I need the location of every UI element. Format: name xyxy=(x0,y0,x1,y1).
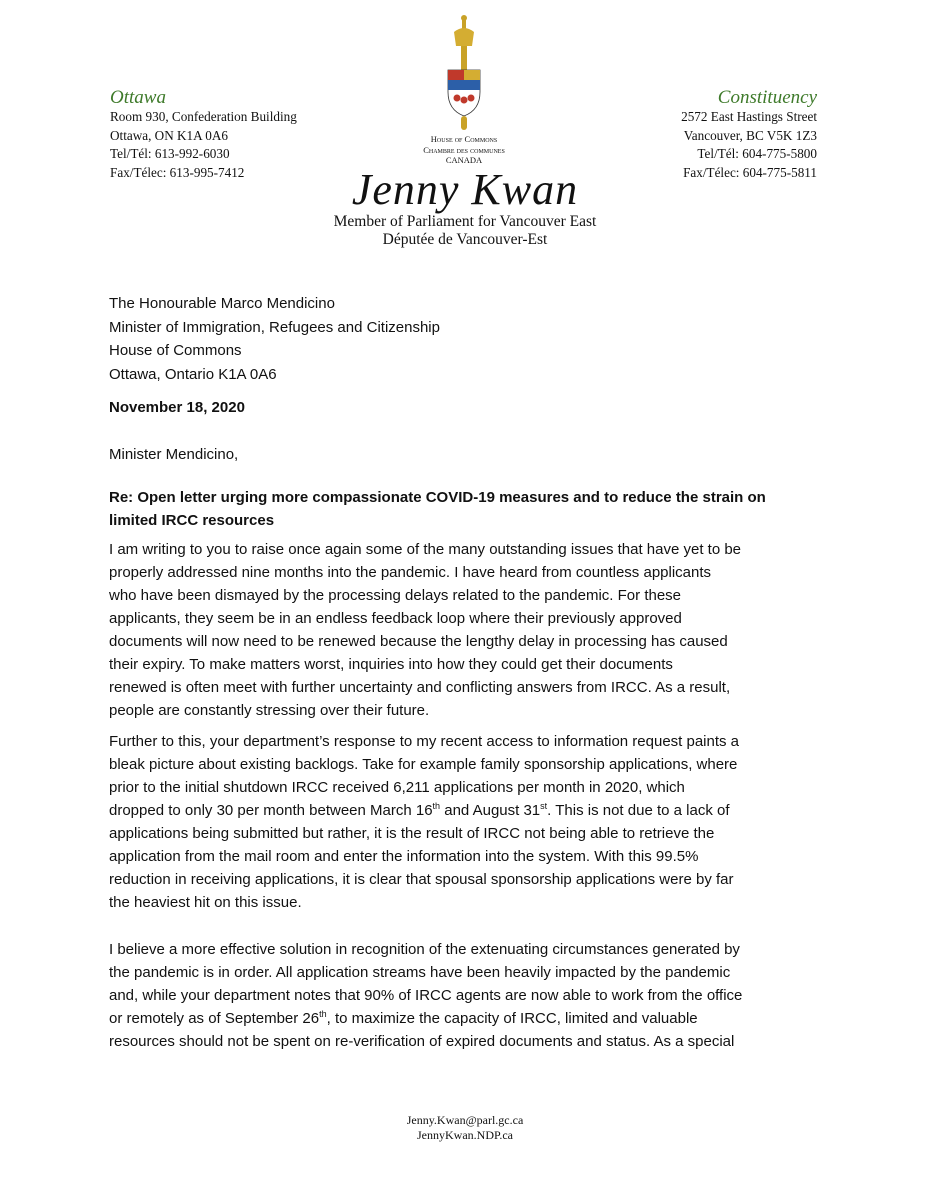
house-of-commons-crest-logo xyxy=(437,12,491,137)
house-of-commons-label xyxy=(380,134,548,166)
fax-line: Fax/Télec: 613-995-7412 xyxy=(110,164,245,180)
salutation: Minister Mendicino, xyxy=(109,446,239,463)
text-segment: who have been dismayed by the processing delays related to the pandemic. For these xyxy=(109,587,682,604)
text-segment: and, while your department notes that 90% of IRCC agents are now able to work from the office xyxy=(109,987,743,1004)
paragraph-line xyxy=(109,845,739,868)
paragraph-3 xyxy=(109,938,742,1053)
paragraph-line xyxy=(109,799,739,822)
paragraph-line xyxy=(109,891,739,914)
text-segment: prior to the initial shutdown IRCC received 6,211 applications per month in 2020, which xyxy=(109,779,685,796)
paragraph-line xyxy=(109,653,741,676)
ordinal-superscript: th xyxy=(432,801,441,811)
constituency-heading: Constituency xyxy=(717,87,817,108)
subject-line-2: limited IRCC resources xyxy=(109,512,275,529)
paragraph-line xyxy=(109,753,739,776)
footer-contact xyxy=(370,1113,560,1143)
paragraph-line xyxy=(109,776,739,799)
ordinal-superscript: st xyxy=(540,801,548,811)
paragraph-line xyxy=(109,868,739,891)
text-segment: Further to this, your department’s response to my recent access to information request paints a xyxy=(109,733,740,750)
text-segment: their expiry. To make matters worst, inquiries into how they could get their documents xyxy=(109,656,673,673)
fax-line: Fax/Télec: 604-775-5811 xyxy=(683,164,817,180)
text-segment: dropped to only 30 per month between March 16 xyxy=(109,802,433,819)
text-segment: applications being submitted but rather, it is the result of IRCC not being able to retrieve the xyxy=(109,825,715,842)
text-segment: I am writing to you to raise once again some of the many outstanding issues that have yet to be xyxy=(109,541,742,558)
text-segment: resources should not be spent on re-verification of expired documents and status. As a special xyxy=(109,1033,735,1050)
paragraph-1 xyxy=(109,538,741,722)
address-line: Room 930, Confederation Building xyxy=(110,109,297,124)
text-segment: or remotely as of September 26 xyxy=(109,1010,320,1027)
paragraph-line xyxy=(109,630,741,653)
recipient-line: Ottawa, Ontario K1A 0A6 xyxy=(109,365,277,383)
phone-line: Tel/Tél: 613-992-6030 xyxy=(110,146,230,161)
subject-line-1: Re: Open letter urging more compassionate COVID-19 measures and to reduce the strain on xyxy=(109,489,766,506)
subject-line xyxy=(109,486,766,532)
address-line: 2572 East Hastings Street xyxy=(681,109,817,124)
paragraph-line xyxy=(109,561,741,584)
constituency-office-address xyxy=(681,88,817,182)
paragraph-line xyxy=(109,938,742,961)
address-line: Ottawa, ON K1A 0A6 xyxy=(110,127,228,143)
paragraph-line xyxy=(109,984,742,1007)
text-segment: people are constantly stressing over their future. xyxy=(109,702,430,719)
house-label-fr: Chambre des communes xyxy=(423,144,505,155)
text-segment: reduction in receiving applications, it is clear that spousal sponsorship applications were by far xyxy=(109,871,734,888)
text-segment: documents will now need to be renewed because the lengthy delay in processing has caused xyxy=(109,633,728,650)
paragraph-line xyxy=(109,961,742,984)
paragraph-line xyxy=(109,822,739,845)
mp-name-signature: Jenny Kwan xyxy=(351,165,579,214)
text-segment: , to maximize the capacity of IRCC, limited and valuable xyxy=(326,1010,698,1027)
recipient-line: The Honourable Marco Mendicino xyxy=(109,295,335,312)
recipient-line: House of Commons xyxy=(109,342,242,359)
recipient-line: Minister of Immigration, Refugees and Citizenship xyxy=(109,318,440,336)
footer-website: JennyKwan.NDP.ca xyxy=(417,1128,513,1142)
mp-title-fr: Députée de Vancouver-Est xyxy=(382,231,548,248)
mp-title xyxy=(300,213,630,249)
ordinal-superscript: th xyxy=(319,1009,327,1019)
text-segment: the pandemic is in order. All application streams have been heavily impacted by the pandemic xyxy=(109,964,731,981)
text-segment: . This is not due to a lack of xyxy=(547,802,730,819)
paragraph-line xyxy=(109,699,741,722)
house-label-en: House of Commons xyxy=(430,134,498,144)
text-segment: properly addressed nine months into the pandemic. I have heard from countless applicants xyxy=(109,564,712,581)
text-segment: application from the mail room and enter the information into the system. With this 99.5% xyxy=(109,848,699,865)
text-segment: and August 31 xyxy=(440,802,541,819)
paragraph-2 xyxy=(109,730,739,914)
footer-email: Jenny.Kwan@parl.gc.ca xyxy=(406,1113,524,1127)
paragraph-line xyxy=(109,584,741,607)
paragraph-line xyxy=(109,676,741,699)
ottawa-office-address xyxy=(110,88,297,182)
paragraph-line xyxy=(109,538,741,561)
paragraph-line xyxy=(109,730,739,753)
recipient-block xyxy=(109,292,440,386)
paragraph-line xyxy=(109,1030,742,1053)
paragraph-line xyxy=(109,1007,742,1030)
text-segment: applicants, they seem be in an endless feedback loop where their previously approved xyxy=(109,610,682,627)
letter-date: November 18, 2020 xyxy=(109,399,245,416)
text-segment: the heaviest hit on this issue. xyxy=(109,894,302,911)
country-label: CANADA xyxy=(445,155,483,165)
text-segment: renewed is often meet with further uncertainty and conflicting answers from IRCC. As a result, xyxy=(109,679,731,696)
ottawa-heading: Ottawa xyxy=(110,87,166,108)
paragraph-line xyxy=(109,607,741,630)
phone-line: Tel/Tél: 604-775-5800 xyxy=(697,146,817,161)
text-segment: bleak picture about existing backlogs. Take for example family sponsorship applications, where xyxy=(109,756,738,773)
text-segment: I believe a more effective solution in recognition of the extenuating circumstances generated by xyxy=(109,941,740,958)
mp-title-en: Member of Parliament for Vancouver East xyxy=(333,213,597,230)
address-line: Vancouver, BC V5K 1Z3 xyxy=(683,127,817,143)
